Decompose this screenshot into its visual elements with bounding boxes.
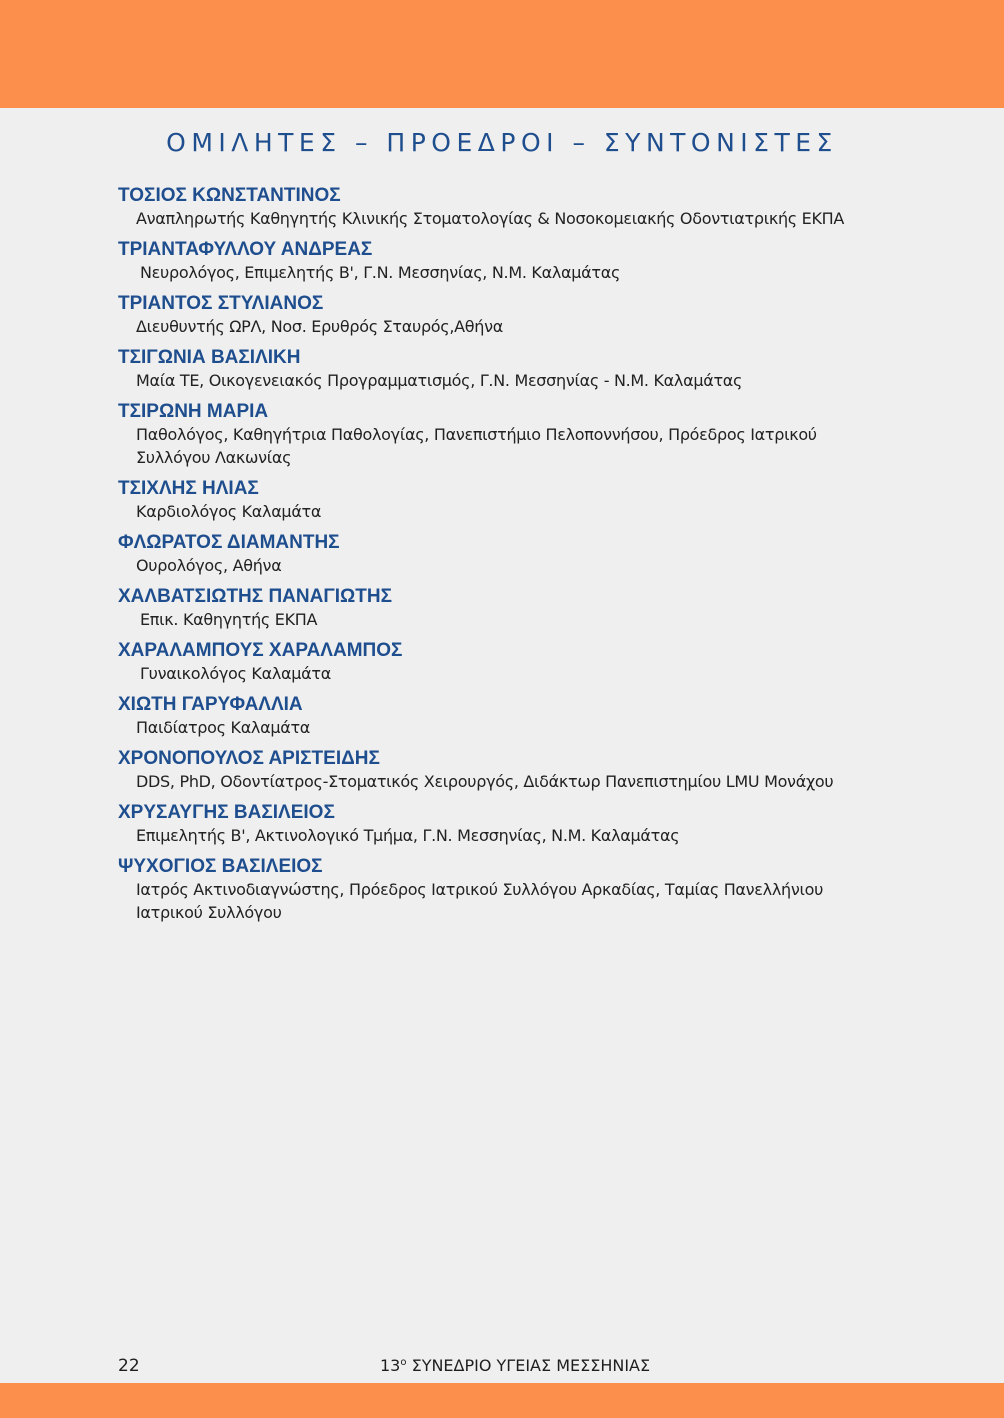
- speaker-name: ΧΡΥΣΑΥΓΗΣ ΒΑΣΙΛΕΙΟΣ: [118, 802, 335, 823]
- footer-number: 13: [380, 1356, 401, 1375]
- header-band: [0, 0, 1004, 108]
- speaker-description: Διευθυντής ΩΡΛ, Νοσ. Ερυθρός Σταυρός,Αθήνα: [136, 317, 504, 336]
- list-item: [118, 531, 878, 577]
- speaker-name: ΨΥΧΟΓΙΟΣ ΒΑΣΙΛΕΙΟΣ: [118, 856, 323, 877]
- list-item: [118, 292, 878, 338]
- footer-conference-title: [380, 1356, 650, 1375]
- list-item: [118, 855, 878, 924]
- speaker-description: Παιδίατρος Καλαμάτα: [136, 718, 311, 737]
- list-item: [118, 801, 878, 847]
- speaker-description: Ουρολόγος, Αθήνα: [136, 556, 282, 575]
- speaker-name: ΤΡΙΑΝΤΟΣ ΣΤΥΛΙΑΝΟΣ: [118, 293, 324, 314]
- speaker-description: Παθολόγος, Καθηγήτρια Παθολογίας, Πανεπιστήμιο Πελοποννήσου, Πρόεδρος Ιατρικού Συλλόγου Λακωνίας: [136, 425, 817, 467]
- speaker-name: ΤΣΙΓΩΝΙΑ ΒΑΣΙΛΙΚΗ: [118, 347, 301, 368]
- speaker-description: Καρδιολόγος Καλαμάτα: [136, 502, 322, 521]
- speaker-name: ΤΡΙΑΝΤΑΦΥΛΛΟΥ ΑΝΔΡΕΑΣ: [118, 239, 373, 260]
- speaker-list: [118, 184, 878, 932]
- page-number: 22: [118, 1356, 140, 1376]
- footer-ordinal: ο: [400, 1357, 407, 1368]
- footer-text: ΣΥΝΕΔΡΙΟ ΥΓΕΙΑΣ ΜΕΣΣΗΝΙΑΣ: [411, 1356, 651, 1375]
- list-item: [118, 238, 878, 284]
- speaker-name: ΦΛΩΡΑΤΟΣ ΔΙΑΜΑΝΤΗΣ: [118, 532, 340, 553]
- list-item: [118, 639, 878, 685]
- footer-band: [0, 1383, 1004, 1418]
- list-item: [118, 477, 878, 523]
- speaker-name: ΤΣΙΡΩΝΗ ΜΑΡΙΑ: [118, 401, 269, 422]
- speaker-description: Αναπληρωτής Καθηγητής Κλινικής Στοματολογίας & Νοσοκομειακής Οδοντιατρικής ΕΚΠΑ: [136, 209, 845, 228]
- speaker-description: Μαία ΤΕ, Οικογενειακός Προγραμματισμός, Γ.Ν. Μεσσηνίας - Ν.Μ. Καλαμάτας: [136, 371, 743, 390]
- list-item: [118, 585, 878, 631]
- list-item: [118, 400, 878, 469]
- speaker-name: ΧΡΟΝΟΠΟΥΛΟΣ ΑΡΙΣΤΕΙΔΗΣ: [118, 748, 380, 769]
- speaker-description: Γυναικολόγος Καλαμάτα: [140, 664, 331, 683]
- list-item: [118, 693, 878, 739]
- speaker-description: Ιατρός Ακτινοδιαγνώστης, Πρόεδρος Ιατρικού Συλλόγου Αρκαδίας, Ταμίας Πανελλήνιου Ιατρικού Συλλόγου: [136, 880, 824, 922]
- speaker-name: ΧΙΩΤΗ ΓΑΡΥΦΑΛΛΙΑ: [118, 694, 303, 715]
- speaker-description: Επιμελητής Β', Ακτινολογικό Τμήμα, Γ.Ν. Μεσσηνίας, Ν.Μ. Καλαμάτας: [136, 826, 680, 845]
- list-item: [118, 747, 878, 793]
- speaker-description: DDS, PhD, Οδοντίατρος-Στοματικός Χειρουργός, Διδάκτωρ Πανεπιστημίου LMU Μονάχου: [136, 772, 834, 791]
- speaker-name: ΤΟΣΙΟΣ ΚΩΝΣΤΑΝΤΙΝΟΣ: [118, 185, 341, 206]
- speaker-name: ΧΑΛΒΑΤΣΙΩΤΗΣ ΠΑΝΑΓΙΩΤΗΣ: [118, 586, 393, 607]
- page-title: ΟΜΙΛΗΤΕΣ – ΠΡΟΕΔΡΟΙ – ΣΥΝΤΟΝΙΣΤΕΣ: [166, 128, 838, 157]
- speaker-name: ΧΑΡΑΛΑΜΠΟΥΣ ΧΑΡΑΛΑΜΠΟΣ: [118, 640, 403, 661]
- list-item: [118, 346, 878, 392]
- speaker-name: ΤΣΙΧΛΗΣ ΗΛΙΑΣ: [118, 478, 259, 499]
- speaker-description: Νευρολόγος, Επιμελητής Β', Γ.Ν. Μεσσηνίας, Ν.Μ. Καλαμάτας: [140, 263, 621, 282]
- speaker-description: Επικ. Καθηγητής ΕΚΠΑ: [140, 610, 318, 629]
- list-item: [118, 184, 878, 230]
